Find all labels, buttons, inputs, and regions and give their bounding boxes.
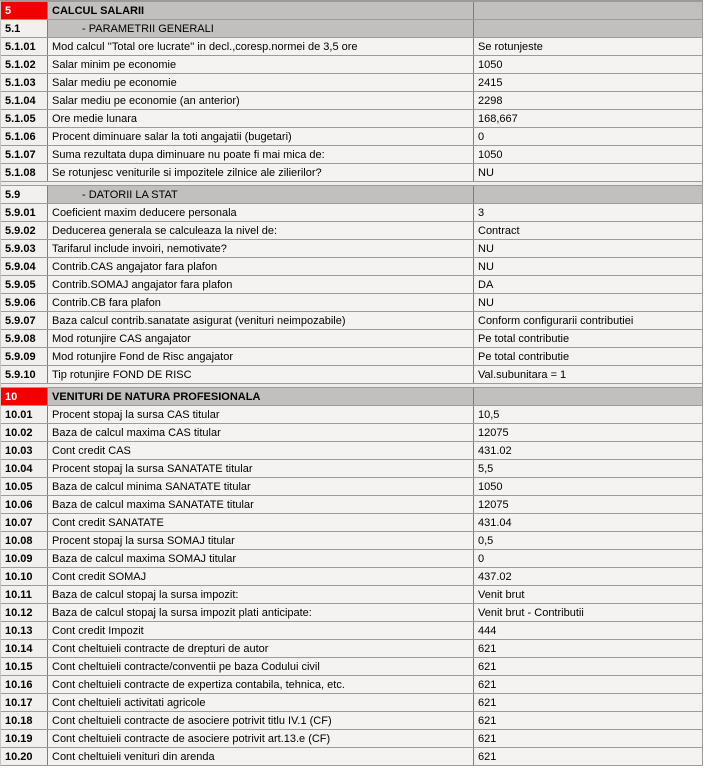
row-description-cell: Contrib.CAS angajator fara plafon xyxy=(48,258,474,275)
row-description-cell: Cont cheltuieli contracte de asociere potrivit titlu IV.1 (CF) xyxy=(48,712,474,729)
row-description-cell: Tip rotunjire FOND DE RISC xyxy=(48,366,474,383)
row-description-cell: Salar minim pe economie xyxy=(48,56,474,73)
setting-row[interactable] xyxy=(1,294,702,312)
row-description-cell: Baza de calcul stopaj la sursa impozit: xyxy=(48,586,474,603)
setting-row[interactable] xyxy=(1,424,702,442)
row-code-cell: 5.1.08 xyxy=(1,164,48,181)
row-value-cell[interactable]: Venit brut xyxy=(474,586,702,603)
row-description-cell: Cont credit SANATATE xyxy=(48,514,474,531)
row-value-cell[interactable]: 621 xyxy=(474,712,702,729)
row-code-cell: 10.03 xyxy=(1,442,48,459)
setting-row[interactable] xyxy=(1,712,702,730)
row-value-cell[interactable]: NU xyxy=(474,294,702,311)
row-code-cell: 5.9 xyxy=(1,186,48,203)
row-value-cell[interactable]: 431.04 xyxy=(474,514,702,531)
row-value-cell[interactable]: Conform configurarii contributiei xyxy=(474,312,702,329)
row-value-cell[interactable]: 1050 xyxy=(474,478,702,495)
row-value-cell xyxy=(474,186,702,203)
row-value-cell[interactable]: 2415 xyxy=(474,74,702,91)
setting-row[interactable] xyxy=(1,348,702,366)
row-code-cell: 5.1.03 xyxy=(1,74,48,91)
row-description-cell: Cont cheltuieli contracte de drepturi de autor xyxy=(48,640,474,657)
row-code-cell: 10.09 xyxy=(1,550,48,567)
row-value-cell[interactable]: NU xyxy=(474,240,702,257)
row-code-cell: 10 xyxy=(1,388,48,405)
setting-row[interactable] xyxy=(1,514,702,532)
row-description-cell: Cont cheltuieli venituri din arenda xyxy=(48,748,474,765)
setting-row[interactable] xyxy=(1,222,702,240)
row-code-cell: 10.07 xyxy=(1,514,48,531)
setting-row[interactable] xyxy=(1,276,702,294)
setting-row[interactable] xyxy=(1,128,702,146)
setting-row[interactable] xyxy=(1,146,702,164)
row-code-cell: 10.01 xyxy=(1,406,48,423)
row-description-cell: Cont credit Impozit xyxy=(48,622,474,639)
row-description-cell: Mod rotunjire CAS angajator xyxy=(48,330,474,347)
setting-row[interactable] xyxy=(1,56,702,74)
row-description-cell: Baza de calcul maxima SOMAJ titular xyxy=(48,550,474,567)
row-description-cell: Cont cheltuieli contracte de expertiza contabila, tehnica, etc. xyxy=(48,676,474,693)
setting-row[interactable] xyxy=(1,164,702,182)
row-value-cell[interactable]: 0 xyxy=(474,128,702,145)
row-code-cell: 5 xyxy=(1,2,48,19)
row-value-cell xyxy=(474,388,702,405)
row-value-cell[interactable]: 431.02 xyxy=(474,442,702,459)
row-code-cell: 5.9.05 xyxy=(1,276,48,293)
row-value-cell[interactable]: 0,5 xyxy=(474,532,702,549)
row-value-cell[interactable]: 621 xyxy=(474,748,702,765)
row-code-cell: 5.1.02 xyxy=(1,56,48,73)
setting-row[interactable] xyxy=(1,748,702,766)
row-code-cell: 10.19 xyxy=(1,730,48,747)
row-value-cell[interactable]: Se rotunjeste xyxy=(474,38,702,55)
row-description-cell: Cont cheltuieli activitati agricole xyxy=(48,694,474,711)
row-value-cell[interactable]: 5,5 xyxy=(474,460,702,477)
row-description-cell: Baza de calcul stopaj la sursa impozit plati anticipate: xyxy=(48,604,474,621)
section-header-row xyxy=(1,2,702,20)
row-code-cell: 10.06 xyxy=(1,496,48,513)
row-description-cell: Coeficient maxim deducere personala xyxy=(48,204,474,221)
row-description-cell: Cont cheltuieli contracte de asociere potrivit art.13.e (CF) xyxy=(48,730,474,747)
row-description-cell: Salar mediu pe economie (an anterior) xyxy=(48,92,474,109)
row-code-cell: 5.1.06 xyxy=(1,128,48,145)
row-code-cell: 10.04 xyxy=(1,460,48,477)
row-value-cell[interactable]: 621 xyxy=(474,640,702,657)
row-code-cell: 10.02 xyxy=(1,424,48,441)
row-value-cell[interactable]: NU xyxy=(474,164,702,181)
row-code-cell: 5.9.08 xyxy=(1,330,48,347)
row-code-cell: 10.05 xyxy=(1,478,48,495)
row-description-cell: - DATORII LA STAT xyxy=(48,186,474,203)
setting-row[interactable] xyxy=(1,312,702,330)
row-value-cell[interactable]: 2298 xyxy=(474,92,702,109)
setting-row[interactable] xyxy=(1,442,702,460)
row-value-cell[interactable]: Pe total contributie xyxy=(474,330,702,347)
row-description-cell: Cont credit CAS xyxy=(48,442,474,459)
row-code-cell: 5.9.04 xyxy=(1,258,48,275)
row-value-cell[interactable]: 621 xyxy=(474,676,702,693)
row-code-cell: 10.10 xyxy=(1,568,48,585)
setting-row[interactable] xyxy=(1,622,702,640)
row-description-cell: Baza de calcul maxima CAS titular xyxy=(48,424,474,441)
subsection-header-row xyxy=(1,20,702,38)
row-code-cell: 10.18 xyxy=(1,712,48,729)
row-value-cell[interactable]: 168,667 xyxy=(474,110,702,127)
row-description-cell: Contrib.CB fara plafon xyxy=(48,294,474,311)
setting-row[interactable] xyxy=(1,586,702,604)
row-code-cell: 5.9.09 xyxy=(1,348,48,365)
row-value-cell[interactable]: Venit brut - Contributii xyxy=(474,604,702,621)
row-code-cell: 5.9.01 xyxy=(1,204,48,221)
setting-row[interactable] xyxy=(1,460,702,478)
setting-row[interactable] xyxy=(1,532,702,550)
row-description-cell: Procent stopaj la sursa SANATATE titular xyxy=(48,460,474,477)
setting-row[interactable] xyxy=(1,92,702,110)
setting-row[interactable] xyxy=(1,240,702,258)
row-code-cell: 5.9.07 xyxy=(1,312,48,329)
setting-row[interactable] xyxy=(1,496,702,514)
row-description-cell: Baza de calcul minima SANATATE titular xyxy=(48,478,474,495)
row-value-cell[interactable]: DA xyxy=(474,276,702,293)
setting-row[interactable] xyxy=(1,658,702,676)
setting-row[interactable] xyxy=(1,604,702,622)
row-value-cell[interactable]: 0 xyxy=(474,550,702,567)
row-description-cell: Baza de calcul maxima SANATATE titular xyxy=(48,496,474,513)
row-value-cell xyxy=(474,20,702,37)
row-description-cell: Procent stopaj la sursa SOMAJ titular xyxy=(48,532,474,549)
row-code-cell: 10.13 xyxy=(1,622,48,639)
row-value-cell[interactable]: 1050 xyxy=(474,146,702,163)
row-value-cell[interactable]: Contract xyxy=(474,222,702,239)
row-code-cell: 10.16 xyxy=(1,676,48,693)
row-code-cell: 5.1.04 xyxy=(1,92,48,109)
setting-row[interactable] xyxy=(1,478,702,496)
row-description-cell: Procent diminuare salar la toti angajatii (bugetari) xyxy=(48,128,474,145)
row-value-cell[interactable]: 12075 xyxy=(474,424,702,441)
row-value-cell[interactable]: Val.subunitara = 1 xyxy=(474,366,702,383)
row-code-cell: 5.1.05 xyxy=(1,110,48,127)
setting-row[interactable] xyxy=(1,366,702,384)
row-description-cell: - PARAMETRII GENERALI xyxy=(48,20,474,37)
row-description-cell: Mod rotunjire Fond de Risc angajator xyxy=(48,348,474,365)
setting-row[interactable] xyxy=(1,74,702,92)
row-value-cell[interactable]: 437.02 xyxy=(474,568,702,585)
setting-row[interactable] xyxy=(1,330,702,348)
setting-row[interactable] xyxy=(1,694,702,712)
row-value-cell[interactable]: 3 xyxy=(474,204,702,221)
row-description-cell: CALCUL SALARII xyxy=(48,2,474,19)
setting-row[interactable] xyxy=(1,110,702,128)
setting-row[interactable] xyxy=(1,676,702,694)
setting-row[interactable] xyxy=(1,550,702,568)
setting-row[interactable] xyxy=(1,38,702,56)
setting-row[interactable] xyxy=(1,258,702,276)
row-code-cell: 10.11 xyxy=(1,586,48,603)
setting-row[interactable] xyxy=(1,406,702,424)
row-value-cell[interactable]: 1050 xyxy=(474,56,702,73)
row-code-cell: 10.20 xyxy=(1,748,48,765)
row-description-cell: Mod calcul ''Total ore lucrate'' in decl.,coresp.normei de 3,5 ore xyxy=(48,38,474,55)
row-value-cell[interactable]: 621 xyxy=(474,730,702,747)
row-code-cell: 5.9.10 xyxy=(1,366,48,383)
row-code-cell: 5.1.01 xyxy=(1,38,48,55)
setting-row[interactable] xyxy=(1,640,702,658)
row-description-cell: Deducerea generala se calculeaza la nivel de: xyxy=(48,222,474,239)
subsection-header-row xyxy=(1,186,702,204)
setting-row[interactable] xyxy=(1,730,702,748)
row-description-cell: Cont credit SOMAJ xyxy=(48,568,474,585)
row-code-cell: 10.15 xyxy=(1,658,48,675)
row-value-cell[interactable]: 621 xyxy=(474,658,702,675)
row-code-cell: 10.14 xyxy=(1,640,48,657)
row-code-cell: 10.12 xyxy=(1,604,48,621)
row-description-cell: Procent stopaj la sursa CAS titular xyxy=(48,406,474,423)
row-description-cell: Tarifarul include invoiri, nemotivate? xyxy=(48,240,474,257)
row-code-cell: 10.08 xyxy=(1,532,48,549)
row-code-cell: 5.9.02 xyxy=(1,222,48,239)
setting-row[interactable] xyxy=(1,568,702,586)
section-header-row xyxy=(1,388,702,406)
row-value-cell xyxy=(474,2,702,19)
row-code-cell: 5.1 xyxy=(1,20,48,37)
row-code-cell: 5.1.07 xyxy=(1,146,48,163)
row-value-cell[interactable]: 12075 xyxy=(474,496,702,513)
row-value-cell[interactable]: NU xyxy=(474,258,702,275)
row-description-cell: Cont cheltuieli contracte/conventii pe baza Codului civil xyxy=(48,658,474,675)
row-description-cell: Baza calcul contrib.sanatate asigurat (venituri neimpozabile) xyxy=(48,312,474,329)
row-value-cell[interactable]: 444 xyxy=(474,622,702,639)
row-description-cell: Se rotunjesc veniturile si impozitele zilnice ale zilierilor? xyxy=(48,164,474,181)
row-description-cell: VENITURI DE NATURA PROFESIONALA xyxy=(48,388,474,405)
row-code-cell: 10.17 xyxy=(1,694,48,711)
row-value-cell[interactable]: Pe total contributie xyxy=(474,348,702,365)
setting-row[interactable] xyxy=(1,204,702,222)
row-code-cell: 5.9.06 xyxy=(1,294,48,311)
row-code-cell: 5.9.03 xyxy=(1,240,48,257)
row-value-cell[interactable]: 621 xyxy=(474,694,702,711)
row-description-cell: Suma rezultata dupa diminuare nu poate fi mai mica de: xyxy=(48,146,474,163)
row-value-cell[interactable]: 10,5 xyxy=(474,406,702,423)
row-description-cell: Salar mediu pe economie xyxy=(48,74,474,91)
row-description-cell: Ore medie lunara xyxy=(48,110,474,127)
row-description-cell: Contrib.SOMAJ angajator fara plafon xyxy=(48,276,474,293)
